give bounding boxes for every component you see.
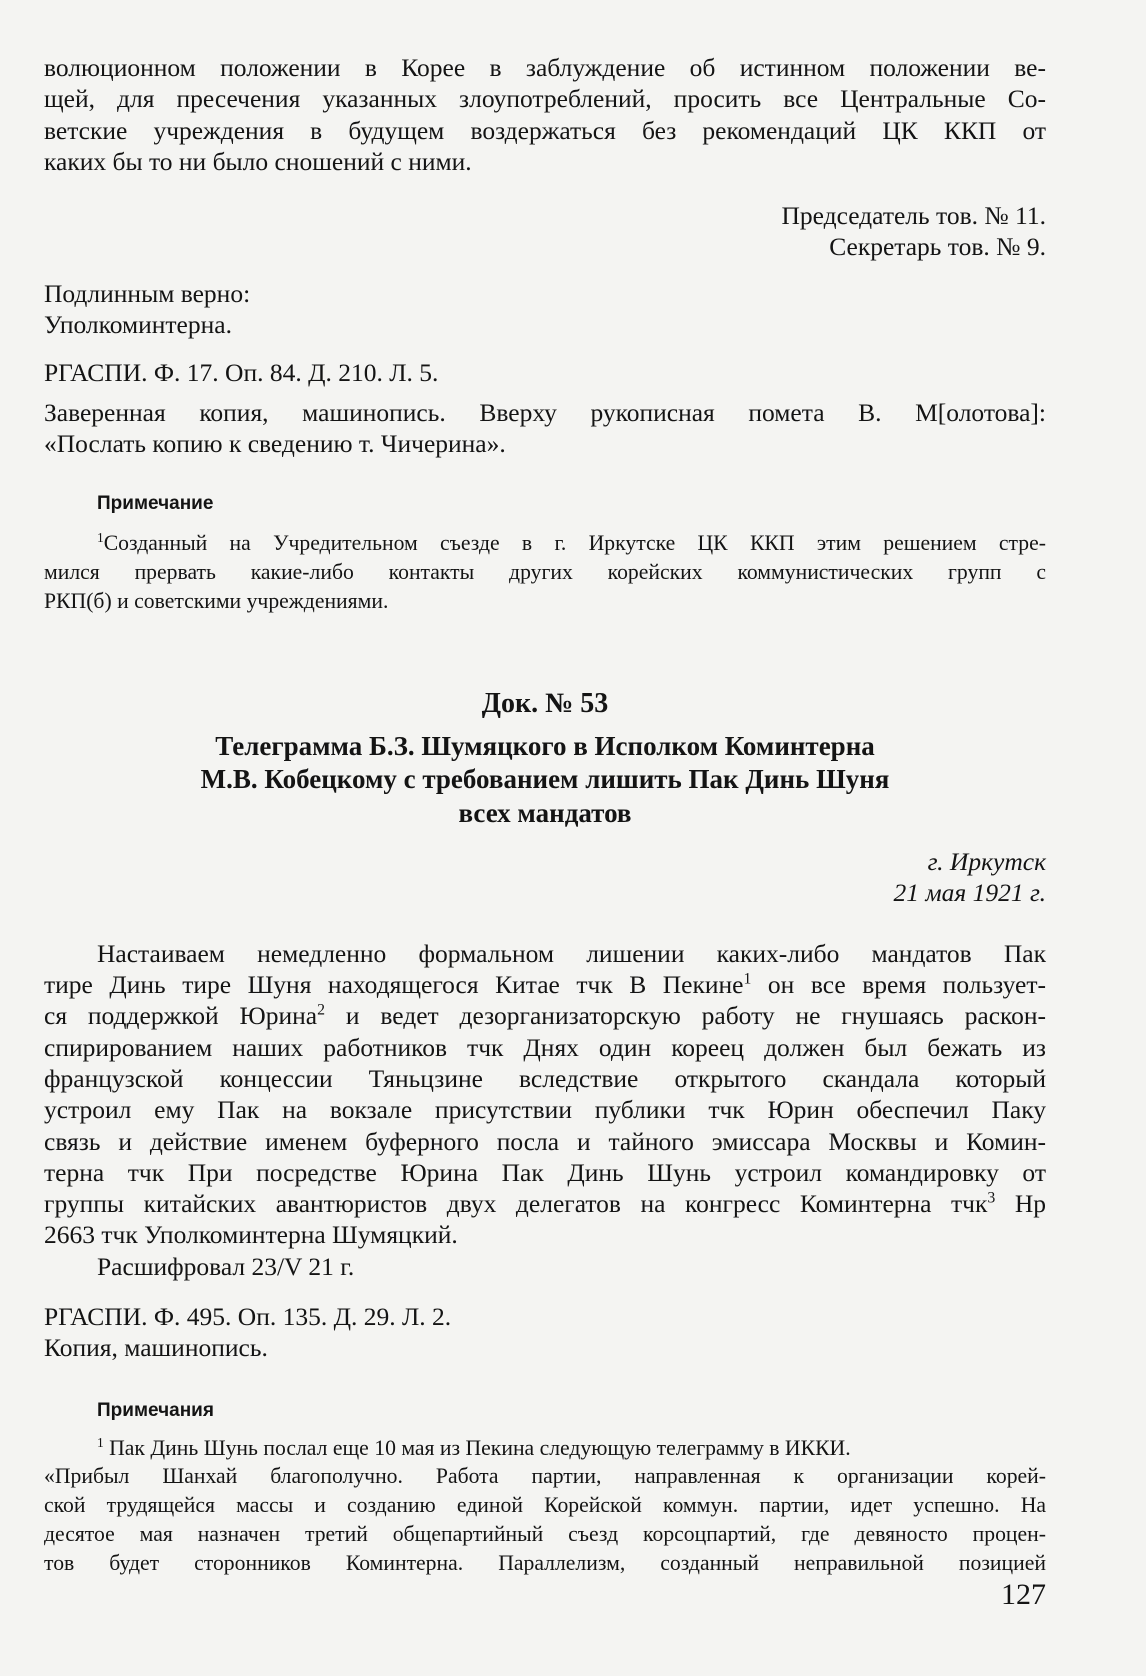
footnote-ref: 3 [987, 1189, 996, 1207]
text-line: волюционном положении в Корее в заблуждение об истинном положении ве- [44, 53, 1046, 82]
telegram-text [44, 938, 1046, 1282]
text-line: ся поддержкой Юрина$^2$ и ведет дезорганизаторскую работу не гнушаясь раскон- [44, 1001, 1047, 1031]
text-line: каких бы то ни было сношений с ними. [44, 146, 472, 176]
document-page [44, 52, 1046, 1578]
authenticity-line: Уполкоминтерна. [44, 310, 232, 340]
document-date: 21 мая 1921 г. [893, 878, 1046, 908]
footnote-block [44, 493, 1046, 615]
text-line: французской концессии Тяньцзине вследствие открытого скандала который [44, 1063, 1046, 1093]
note-line: ской трудящейся массы и созданию единой Корейской коммун. партии, идет успешно. На [44, 1493, 1046, 1518]
document-title-line: Телеграмма Б.З. Шумяцкого в Исполком Коминтерна [215, 730, 875, 761]
archive-source: РГАСПИ. Ф. 17. Оп. 84. Д. 210. Л. 5. [44, 358, 439, 388]
text-line: 2663 тчк Уполкоминтерна Шумяцкий. [44, 1220, 458, 1250]
page-number: 127 [1001, 1578, 1046, 1611]
text-line: щей, для пресечения указанных злоупотреблений, просить все Центральные Со- [44, 84, 1046, 114]
note-line: $^1$ Пак Динь Шунь послал еще 10 мая из Пекина следующую телеграмму в ИККИ. [97, 1434, 851, 1460]
notes-heading: Примечания [97, 1399, 214, 1421]
chairman-signature: Председатель тов. № 11. [781, 201, 1046, 231]
footnote-line: РКП(б) и советскими учреждениями. [44, 588, 389, 613]
signatures [44, 200, 1046, 263]
document-header [44, 688, 1046, 909]
document-number: Док. № 53 [481, 687, 609, 719]
deciphered-note: Расшифровал 23/V 21 г. [97, 1251, 355, 1281]
text-line: спирированием наших работников тчк Днях один кореец должен был бежать из [44, 1032, 1046, 1062]
footnote-marker: 1 [97, 1434, 104, 1450]
text-line: Настаиваем немедленно формальном лишении каких-либо мандатов Пак [97, 938, 1046, 968]
archive-source: РГАСПИ. Ф. 495. Оп. 135. Д. 29. Л. 2. [44, 1302, 452, 1332]
text-line: ветские учреждения в будущем воздержаться без рекомендаций ЦК ККП от [44, 115, 1046, 145]
document-title-line: М.В. Кобецкому с требованием лишить Пак Динь Шуня [200, 764, 890, 795]
copy-type: Копия, машинопись. [44, 1333, 268, 1363]
footnote-line: $^1$Созданный на Учредительном съезде в г. Иркутске ЦК ККП этим решением стре- [97, 530, 1046, 556]
footnote-heading: Примечание [97, 493, 214, 515]
text-line: терна тчк При посредстве Юрина Пак Динь Шунь устроил командировку от [44, 1157, 1046, 1187]
copy-note-line: «Послать копию к сведению т. Чичерина». [44, 428, 506, 458]
copy-note [44, 397, 1046, 460]
text-line: связь и действие именем буферного посла и тайного эмиссара Москвы и Комин- [44, 1126, 1046, 1156]
authenticity-line: Подлинным верно: [44, 278, 251, 308]
document-title-line: всех мандатов [458, 797, 632, 828]
note-line: «Прибыл Шанхай благополучно. Работа партии, направленная к организации корей- [44, 1464, 1046, 1489]
document-place: г. Иркутск [927, 847, 1046, 877]
top-paragraph [44, 52, 1046, 177]
footnote-ref: 2 [317, 1001, 326, 1019]
archive-info [44, 1301, 1046, 1364]
text-line: группы китайских авантюристов двух делегатов на конгресс Коминтерна тчк$^3$ Нр [44, 1189, 1046, 1219]
text-line: устроил ему Пак на вокзале присутствии публики тчк Юрин обеспечил Паку [44, 1095, 1046, 1125]
note-line: десятое мая назначен третий общепартийный съезд корсоцпартий, где девяносто процен- [44, 1522, 1046, 1546]
footnote-ref: 1 [743, 970, 752, 988]
authenticity-note [44, 278, 1046, 341]
copy-note-line: Заверенная копия, машинопись. Вверху рукописная помета В. М[олотова]: [44, 397, 1046, 427]
text-line: тире Динь тире Шуня находящегося Китае тчк В Пекине$^1$ он все время пользует- [44, 970, 1047, 1000]
footnote-marker: 1 [97, 530, 104, 546]
secretary-signature: Секретарь тов. № 9. [829, 232, 1046, 262]
note-line: тов будет сторонников Коминтерна. Параллелизм, созданный неправильной позицией [44, 1550, 1046, 1575]
notes-block [44, 1400, 1046, 1578]
footnote-line: мился прервать какие-либо контакты других корейских коммунистических групп с [44, 560, 1046, 585]
